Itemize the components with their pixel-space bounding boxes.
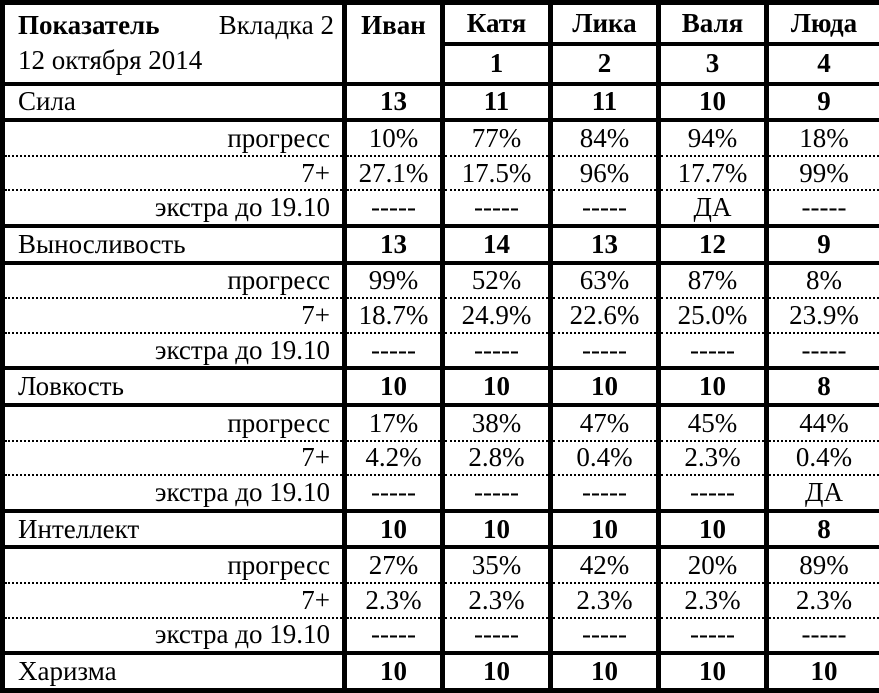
stat-value-cell: 14	[443, 226, 551, 263]
extra-value-cell: -----	[767, 333, 879, 369]
progress-value-cell: 44%	[767, 405, 879, 441]
seven_plus-value-cell: 24.9%	[443, 298, 551, 333]
progress-label-cell: прогресс	[3, 405, 345, 441]
stat-value-cell: 10	[767, 653, 879, 690]
stat-row	[3, 368, 879, 405]
progress-row	[3, 263, 879, 299]
extra-value-cell: -----	[767, 618, 879, 654]
extra-value-cell: ДА	[659, 190, 767, 226]
progress-value-cell: 94%	[659, 120, 767, 156]
extra-value-cell: -----	[443, 475, 551, 511]
column-number-cell: 4	[767, 44, 879, 83]
seven_plus-label-cell: 7+	[3, 298, 345, 333]
header-line-1	[18, 8, 334, 43]
stat-value-cell: 11	[551, 84, 659, 121]
stat-name-cell: Выносливость	[3, 226, 345, 263]
stat-name-cell: Интеллект	[3, 511, 345, 548]
progress-value-cell: 42%	[551, 547, 659, 583]
seven_plus-value-cell: 23.9%	[767, 298, 879, 333]
stat-value-cell: 10	[345, 368, 443, 405]
stat-value-cell: 8	[767, 511, 879, 548]
column-number-cell: 1	[443, 44, 551, 83]
extra-value-cell: -----	[551, 475, 659, 511]
progress-value-cell: 87%	[659, 263, 767, 299]
progress-row	[3, 547, 879, 583]
tab-label: Вкладка 2	[218, 10, 334, 40]
column-header-katya: Катя	[443, 3, 551, 45]
stats-table-body	[3, 3, 879, 691]
stat-name-cell: Сила	[3, 84, 345, 121]
extra-value-cell: -----	[443, 333, 551, 369]
extra-label-cell: экстра до 19.10	[3, 618, 345, 654]
progress-value-cell: 99%	[345, 263, 443, 299]
stat-value-cell: 9	[767, 84, 879, 121]
column-header-valya: Валя	[659, 3, 767, 45]
stat-row	[3, 84, 879, 121]
stat-value-cell: 10	[551, 511, 659, 548]
seven_plus-value-cell: 18.7%	[345, 298, 443, 333]
progress-label-cell: прогресс	[3, 263, 345, 299]
seven_plus-value-cell: 2.3%	[659, 441, 767, 476]
column-number-cell: 3	[659, 44, 767, 83]
seven_plus-value-cell: 4.2%	[345, 441, 443, 476]
stat-value-cell: 10	[443, 653, 551, 690]
extra-value-cell: -----	[551, 190, 659, 226]
stat-value-cell: 10	[443, 511, 551, 548]
extra-row	[3, 618, 879, 654]
progress-value-cell: 27%	[345, 547, 443, 583]
page-title: Показатель	[18, 10, 160, 40]
extra-value-cell: -----	[345, 475, 443, 511]
extra-value-cell: -----	[659, 618, 767, 654]
stat-row	[3, 226, 879, 263]
extra-value-cell: -----	[551, 333, 659, 369]
seven_plus-value-cell: 99%	[767, 156, 879, 191]
stat-value-cell: 10	[551, 368, 659, 405]
extra-value-cell: -----	[551, 618, 659, 654]
progress-label-cell: прогресс	[3, 547, 345, 583]
progress-row	[3, 405, 879, 441]
extra-value-cell: -----	[659, 333, 767, 369]
stat-value-cell: 10	[345, 511, 443, 548]
stat-value-cell: 10	[659, 84, 767, 121]
extra-value-cell: -----	[345, 618, 443, 654]
progress-value-cell: 18%	[767, 120, 879, 156]
progress-value-cell: 20%	[659, 547, 767, 583]
extra-row	[3, 333, 879, 369]
stat-value-cell: 10	[551, 653, 659, 690]
seven_plus-value-cell: 22.6%	[551, 298, 659, 333]
stat-value-cell: 10	[659, 653, 767, 690]
stat-value-cell: 11	[443, 84, 551, 121]
seven_plus-label-cell: 7+	[3, 441, 345, 476]
extra-value-cell: -----	[345, 190, 443, 226]
extra-label-cell: экстра до 19.10	[3, 333, 345, 369]
extra-value-cell: -----	[659, 475, 767, 511]
seven_plus-label-cell: 7+	[3, 156, 345, 191]
stat-row	[3, 653, 879, 690]
progress-value-cell: 38%	[443, 405, 551, 441]
seven_plus-value-cell: 2.3%	[659, 583, 767, 618]
column-header-ivan: Иван	[345, 3, 443, 84]
stat-value-cell: 9	[767, 226, 879, 263]
table-corner-cell	[3, 3, 345, 84]
progress-value-cell: 77%	[443, 120, 551, 156]
seven_plus-row	[3, 156, 879, 191]
seven_plus-value-cell: 17.5%	[443, 156, 551, 191]
progress-value-cell: 17%	[345, 405, 443, 441]
stat-value-cell: 10	[659, 368, 767, 405]
column-header-lyuda: Люда	[767, 3, 879, 45]
extra-value-cell: -----	[345, 333, 443, 369]
stat-name-cell: Ловкость	[3, 368, 345, 405]
seven_plus-value-cell: 2.3%	[551, 583, 659, 618]
extra-value-cell: ДА	[767, 475, 879, 511]
stat-value-cell: 10	[659, 511, 767, 548]
progress-row	[3, 120, 879, 156]
column-number-cell: 2	[551, 44, 659, 83]
progress-label-cell: прогресс	[3, 120, 345, 156]
seven_plus-value-cell: 25.0%	[659, 298, 767, 333]
stat-value-cell: 13	[551, 226, 659, 263]
progress-value-cell: 35%	[443, 547, 551, 583]
date-label: 12 октября 2014	[18, 45, 203, 75]
progress-value-cell: 45%	[659, 405, 767, 441]
seven_plus-value-cell: 0.4%	[551, 441, 659, 476]
stat-value-cell: 10	[345, 653, 443, 690]
progress-value-cell: 84%	[551, 120, 659, 156]
extra-label-cell: экстра до 19.10	[3, 190, 345, 226]
extra-value-cell: -----	[443, 618, 551, 654]
seven_plus-value-cell: 17.7%	[659, 156, 767, 191]
stat-row	[3, 511, 879, 548]
extra-value-cell: -----	[443, 190, 551, 226]
seven_plus-value-cell: 2.8%	[443, 441, 551, 476]
seven_plus-value-cell: 96%	[551, 156, 659, 191]
extra-label-cell: экстра до 19.10	[3, 475, 345, 511]
seven_plus-row	[3, 583, 879, 618]
seven_plus-value-cell: 0.4%	[767, 441, 879, 476]
extra-row	[3, 475, 879, 511]
seven_plus-row	[3, 298, 879, 333]
progress-value-cell: 63%	[551, 263, 659, 299]
stat-value-cell: 8	[767, 368, 879, 405]
progress-value-cell: 52%	[443, 263, 551, 299]
progress-value-cell: 10%	[345, 120, 443, 156]
progress-value-cell: 89%	[767, 547, 879, 583]
progress-value-cell: 47%	[551, 405, 659, 441]
seven_plus-value-cell: 2.3%	[767, 583, 879, 618]
seven_plus-value-cell: 2.3%	[443, 583, 551, 618]
stat-value-cell: 13	[345, 226, 443, 263]
seven_plus-value-cell: 27.1%	[345, 156, 443, 191]
column-header-lika: Лика	[551, 3, 659, 45]
seven_plus-value-cell: 2.3%	[345, 583, 443, 618]
extra-value-cell: -----	[767, 190, 879, 226]
seven_plus-row	[3, 441, 879, 476]
extra-row	[3, 190, 879, 226]
progress-value-cell: 8%	[767, 263, 879, 299]
header-row	[3, 3, 879, 45]
stat-value-cell: 13	[345, 84, 443, 121]
stat-value-cell: 10	[443, 368, 551, 405]
stat-value-cell: 12	[659, 226, 767, 263]
seven_plus-label-cell: 7+	[3, 583, 345, 618]
stat-name-cell: Харизма	[3, 653, 345, 690]
